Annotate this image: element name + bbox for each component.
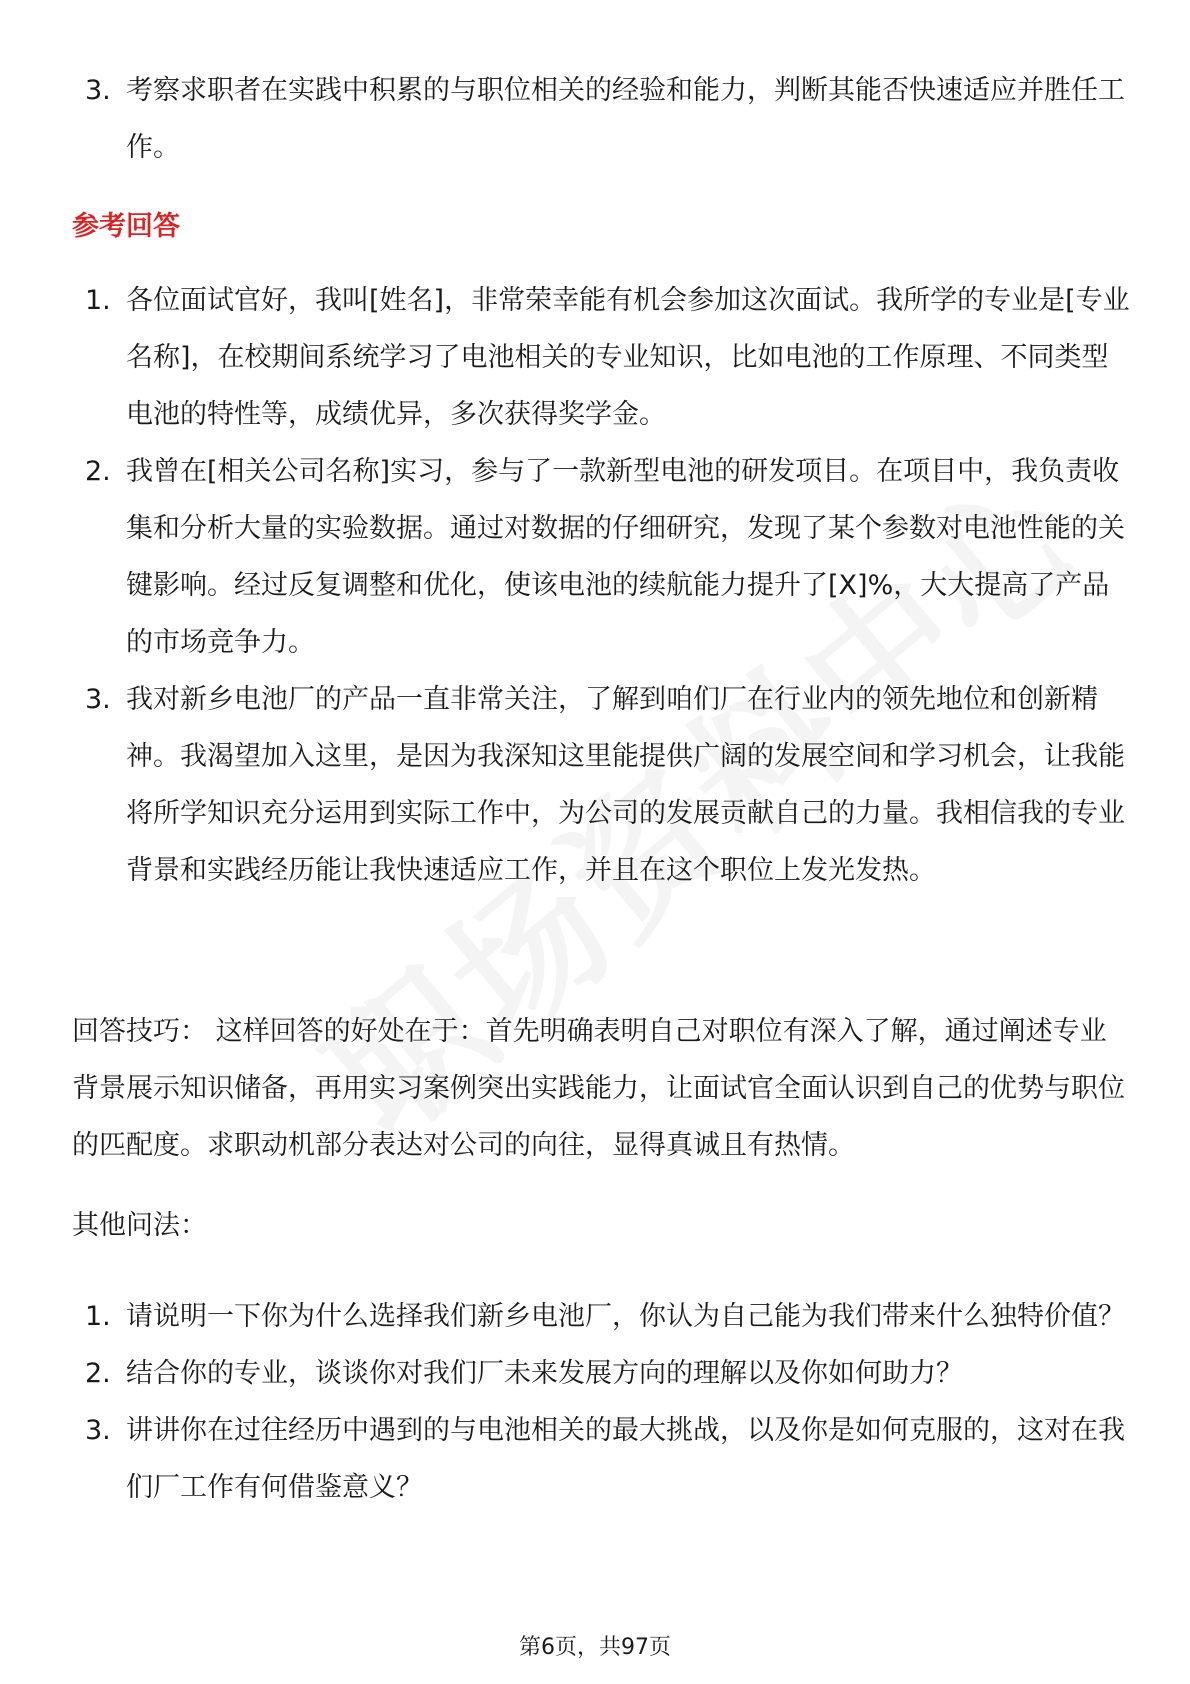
other-questions-list — [0, 1288, 1190, 1516]
list-text: 我对新乡电池厂的产品一直非常关注，了解到咱们厂在行业内的领先地位和创新精神。我渴望加入这里，是因为我深知这里能提供广阔的发展空间和学习机会，让我能将所学知识充分运用到实际工作中，为公司的发展贡献自己的力量。我相信我的专业背景和实践经历能让我快速适应工作，并且在这个职位上发光发热。 — [126, 684, 1125, 886]
list-item — [0, 443, 1190, 671]
reference-answer-title: 参考回答 — [72, 211, 180, 242]
list-text: 我曾在[相关公司名称]实习，参与了一款新型电池的研发项目。在项目中，我负责收集和分析大量的实验数据。通过对数据的仔细研究，发现了某个参数对电池性能的关键影响。经过反复调整和优化，使该电池的续航能力提升了[X]%，大大提高了产品的市场竞争力。 — [126, 456, 1125, 658]
list-number: 1. — [85, 285, 111, 316]
answer-tips: 回答技巧： 这样回答的好处在于：首先明确表明自己对职位有深入了解，通过阐述专业背景展示知识储备，再用实习案例突出实践能力，让面试官全面认识到自己的优势与职位的匹配度。求职动机部分表达对公司的向往，显得真诚且有热情。 — [72, 1016, 1125, 1161]
list-number: 3. — [85, 684, 111, 715]
list-item — [0, 1402, 1190, 1516]
page-footer: 第6页，共97页 — [519, 1635, 671, 1660]
reference-answer-list — [0, 272, 1190, 899]
list-text: 结合你的专业，谈谈你对我们厂未来发展方向的理解以及你如何助力？ — [126, 1358, 963, 1389]
list-text: 考察求职者在实践中积累的与职位相关的经验和能力，判断其能否快速适应并胜任工作。 — [126, 75, 1125, 163]
list-text: 讲讲你在过往经历中遇到的与电池相关的最大挑战，以及你是如何克服的，这对在我们厂工作有何借鉴意义？ — [126, 1415, 1125, 1503]
list-item — [0, 671, 1190, 899]
list-text: 各位面试官好，我叫[姓名]，非常荣幸能有机会参加这次面试。我所学的专业是[专业名称]，在校期间系统学习了电池相关的专业知识，比如电池的工作原理、不同类型电池的特性等，成绩优异，多次获得奖学金。 — [126, 285, 1130, 430]
list-item — [0, 62, 1190, 176]
list-item — [0, 1288, 1190, 1345]
list-number: 2. — [85, 456, 111, 487]
list-number: 2. — [85, 1358, 111, 1389]
intro-list — [0, 62, 1190, 176]
list-item — [0, 1345, 1190, 1402]
list-number: 1. — [85, 1301, 111, 1332]
list-number: 3. — [85, 1415, 111, 1446]
list-item — [0, 272, 1190, 443]
list-number: 3. — [85, 75, 111, 106]
list-text: 请说明一下你为什么选择我们新乡电池厂，你认为自己能为我们带来什么独特价值？ — [126, 1301, 1125, 1332]
other-questions-title: 其他问法： — [72, 1210, 207, 1241]
